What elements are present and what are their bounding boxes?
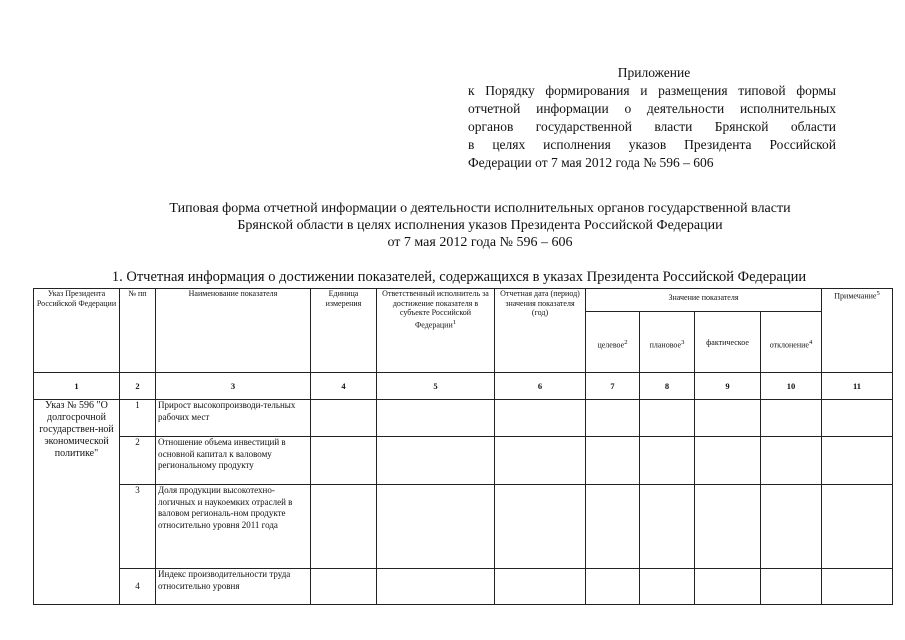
target-cell[interactable]: [586, 569, 640, 605]
header-num: № пп: [120, 289, 156, 373]
header-deviation: [761, 312, 822, 373]
planned-cell[interactable]: [640, 569, 695, 605]
row-number: 4: [120, 569, 156, 605]
header-note: [822, 289, 893, 373]
header-date: Отчетная дата (период) значения показателя (год): [495, 289, 586, 373]
unit-cell[interactable]: [311, 400, 377, 437]
deviation-cell[interactable]: [761, 437, 822, 485]
table-row: [34, 400, 893, 437]
indicator-name: Индекс производительности труда относительно уровня: [156, 569, 311, 605]
target-cell[interactable]: [586, 400, 640, 437]
unit-cell[interactable]: [311, 485, 377, 569]
column-number: 1: [34, 373, 120, 400]
appendix-line: Федерации от 7 мая 2012 года № 596 – 606: [468, 155, 714, 170]
planned-cell[interactable]: [640, 400, 695, 437]
column-number: 10: [761, 373, 822, 400]
column-number: 4: [311, 373, 377, 400]
indicator-name: Доля продукции высокотехно-логичных и наукоемких отраслей в валовом региональ-ном продукте относительно уровня 2011 года: [156, 485, 311, 569]
footnote-mark: 5: [876, 290, 880, 297]
target-cell[interactable]: [586, 437, 640, 485]
header-indicator: Наименование показателя: [156, 289, 311, 373]
row-number: 2: [120, 437, 156, 485]
column-number: 5: [377, 373, 495, 400]
header-planned: [640, 312, 695, 373]
header-planned-text: плановое: [649, 340, 682, 350]
actual-cell[interactable]: [695, 485, 761, 569]
actual-cell[interactable]: [695, 569, 761, 605]
date-cell[interactable]: [495, 569, 586, 605]
row-number: 3: [120, 485, 156, 569]
header-executor: [377, 289, 495, 373]
indicator-name: Прирост высокопроизводи-тельных рабочих мест: [156, 400, 311, 437]
document-title-line: от 7 мая 2012 года № 596 – 606: [387, 235, 573, 250]
note-cell[interactable]: [822, 569, 893, 605]
header-executor-text: Ответственный исполнитель за достижение показателя в субъекте Российской Федерации: [382, 289, 489, 330]
column-number: 8: [640, 373, 695, 400]
header-target: [586, 312, 640, 373]
note-cell[interactable]: [822, 485, 893, 569]
appendix-line: отчетной информации о деятельности исполнительных: [468, 101, 836, 116]
note-cell[interactable]: [822, 437, 893, 485]
report-table: [33, 288, 893, 605]
date-cell[interactable]: [495, 437, 586, 485]
header-decree: Указ Президента Российской Федерации: [34, 289, 120, 373]
appendix-block: [468, 64, 836, 172]
header-target-text: целевое: [597, 340, 625, 350]
header-actual: фактическое: [695, 312, 761, 373]
column-number: 3: [156, 373, 311, 400]
header-row: [34, 289, 893, 312]
column-number: 2: [120, 373, 156, 400]
target-cell[interactable]: [586, 485, 640, 569]
executor-cell[interactable]: [377, 485, 495, 569]
planned-cell[interactable]: [640, 485, 695, 569]
note-cell[interactable]: [822, 400, 893, 437]
column-number: 6: [495, 373, 586, 400]
actual-cell[interactable]: [695, 437, 761, 485]
table-row: [34, 569, 893, 605]
document-title: [100, 200, 860, 251]
column-number: 11: [822, 373, 893, 400]
executor-cell[interactable]: [377, 569, 495, 605]
planned-cell[interactable]: [640, 437, 695, 485]
header-note-text: Примечание: [834, 291, 877, 301]
executor-cell[interactable]: [377, 400, 495, 437]
row-number: 1: [120, 400, 156, 437]
footnote-mark: 1: [452, 318, 457, 326]
unit-cell[interactable]: [311, 569, 377, 605]
document-title-line: Брянской области в целях исполнения указов Президента Российской Федерации: [237, 218, 723, 233]
column-number: 9: [695, 373, 761, 400]
document-title-line: Типовая форма отчетной информации о деятельности исполнительных органов государственной власти: [169, 201, 791, 216]
actual-cell[interactable]: [695, 400, 761, 437]
deviation-cell[interactable]: [761, 569, 822, 605]
unit-cell[interactable]: [311, 437, 377, 485]
indicator-name: Отношение объема инвестиций в основной капитал к валовому региональному продукту: [156, 437, 311, 485]
header-unit: Единица измерения: [311, 289, 377, 373]
deviation-cell[interactable]: [761, 485, 822, 569]
decree-cell: Указ № 596 "О долгосрочной государствен-ной экономической политике": [34, 400, 120, 605]
date-cell[interactable]: [495, 400, 586, 437]
appendix-line: в целях исполнения указов Президента Российской: [468, 137, 836, 152]
footnote-mark: 2: [624, 339, 628, 346]
header-deviation-text: отклонение: [769, 340, 809, 350]
column-number: 7: [586, 373, 640, 400]
date-cell[interactable]: [495, 485, 586, 569]
footnote-mark: 4: [808, 339, 813, 346]
header-value-group: Значение показателя: [586, 289, 822, 312]
table-row: [34, 437, 893, 485]
column-numbers-row: [34, 373, 893, 400]
table-row: [34, 485, 893, 569]
appendix-heading: Приложение: [617, 65, 691, 80]
appendix-line: к Порядку формирования и размещения типовой формы: [468, 83, 836, 98]
footnote-mark: 3: [681, 339, 685, 346]
section-title: 1. Отчетная информация о достижении показателей, содержащихся в указах Президента Российской Федерации: [111, 269, 807, 285]
deviation-cell[interactable]: [761, 400, 822, 437]
appendix-line: органов государственной власти Брянской области: [468, 119, 836, 134]
executor-cell[interactable]: [377, 437, 495, 485]
